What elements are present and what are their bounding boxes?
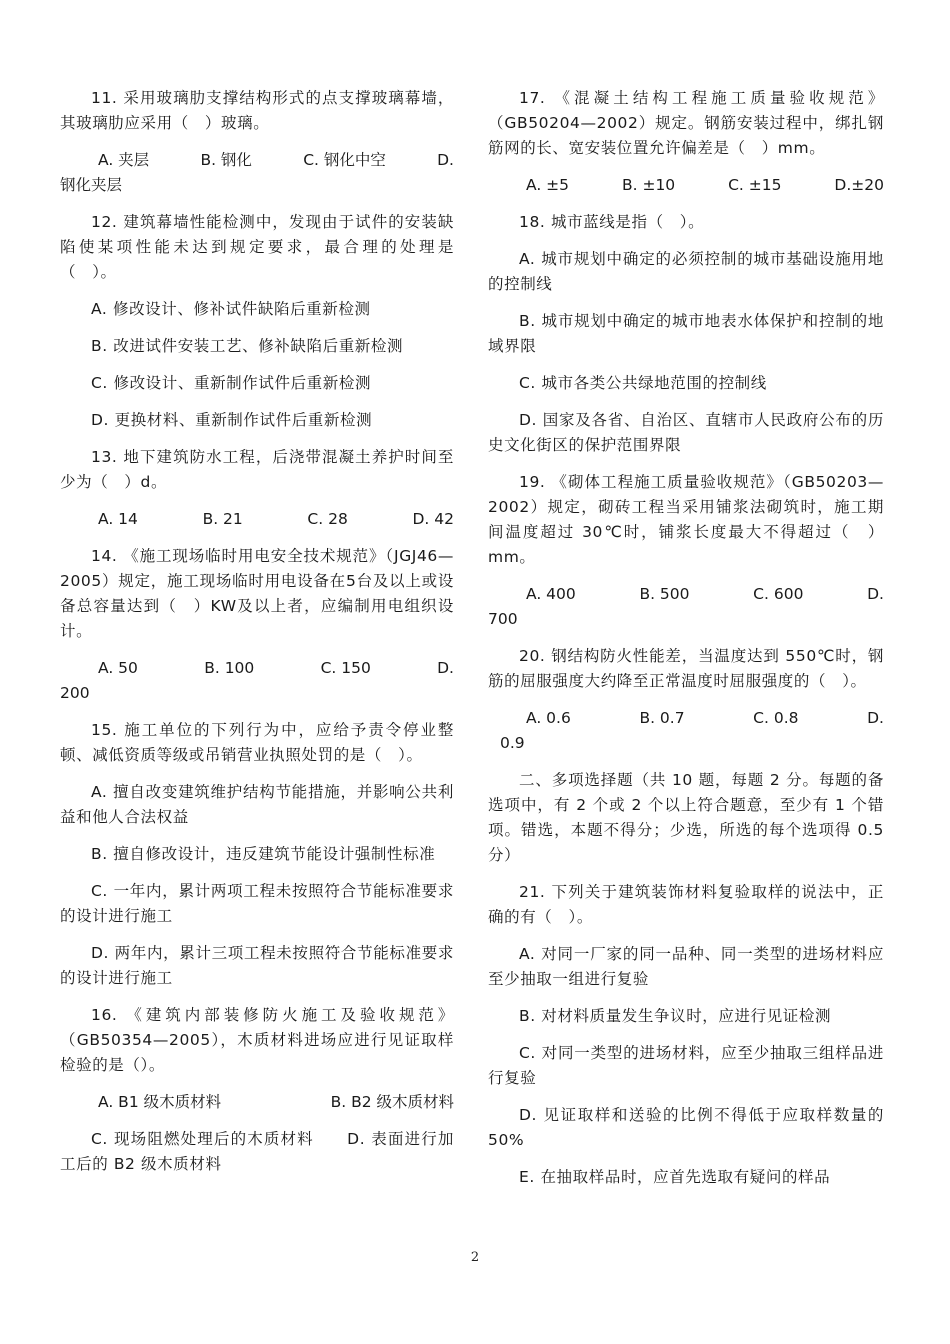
option-c: C. 0.8 (753, 709, 799, 727)
question-18-option-b: B. 城市规划中确定的城市地表水体保护和控制的地域界限 (488, 312, 884, 355)
question-11-options (60, 148, 454, 173)
option-d: D. (437, 659, 454, 677)
option-d: D. (867, 585, 884, 603)
option-d: D. (867, 709, 884, 727)
question-18-option-d: D. 国家及各省、自治区、直辖市人民政府公布的历史文化街区的保护范围界限 (488, 411, 884, 454)
question-20-options-wrap (488, 731, 884, 756)
question-15-option-a: A. 擅自改变建筑维护结构节能措施，并影响公共利益和他人合法权益 (60, 783, 454, 826)
question-20-options (488, 706, 884, 731)
question-11-stem: 11. 采用玻璃肋支撑结构形式的点支撑玻璃幕墙，其玻璃肋应采用（ ）玻璃。 (60, 89, 454, 132)
question-21-option-b: B. 对材料质量发生争议时，应进行见证检测 (519, 1007, 832, 1025)
option-b: B. 500 (639, 585, 690, 603)
right-column (488, 86, 884, 1202)
question-21-option-a: A. 对同一厂家的同一品种、同一类型的进场材料应至少抽取一组进行复验 (488, 945, 884, 988)
option-b: B. 钢化 (200, 151, 252, 169)
question-18-stem: 18. 城市蓝线是指（ ）。 (519, 213, 705, 231)
option-c: C. ±15 (728, 176, 782, 194)
option-b: B. 21 (202, 510, 243, 528)
question-16-stem: 16. 《建筑内部装修防火施工及验收规范》（GB50354—2005），木质材料进场应进行见证取样检验的是（）。 (60, 1006, 454, 1074)
option-d-value: 0.9 (500, 734, 525, 752)
question-19-stem: 19. 《砌体工程施工质量验收规范》（GB50203—2002）规定，砌砖工程当采用铺浆法砌筑时，施工期间温度超过 30℃时，铺浆长度最大不得超过（ ）mm。 (488, 473, 884, 566)
question-19-options (488, 582, 884, 607)
option-a: A. 50 (98, 659, 138, 677)
question-21-option-e: E. 在抽取样品时，应首先选取有疑问的样品 (519, 1168, 831, 1186)
option-d-value: 700 (488, 610, 518, 628)
option-c: C. 钢化中空 (303, 151, 386, 169)
section-heading-multiple-choice: 二、多项选择题（共 10 题，每题 2 分。每题的备选项中，有 2 个或 2 个以上符合题意，至少有 1 个错项。错选，本题不得分；少选，所选的每个选项得 0.5 分） (488, 771, 884, 864)
question-16-options-cd (60, 1127, 454, 1177)
question-18-option-a: A. 城市规划中确定的必须控制的城市基础设施用地的控制线 (488, 250, 884, 293)
option-d: D. 42 (412, 510, 454, 528)
option-a: A. 14 (98, 510, 138, 528)
question-12-option-a: A. 修改设计、修补试件缺陷后重新检测 (91, 300, 371, 318)
question-12-option-c: C. 修改设计、重新制作试件后重新检测 (91, 374, 372, 392)
question-12-option-d: D. 更换材料、重新制作试件后重新检测 (91, 411, 373, 429)
question-11-options-wrap (60, 173, 454, 198)
question-20-stem: 20. 钢结构防火性能差，当温度达到 550℃时，钢筋的屈服强度大约降至正常温度时屈服强度的（ ）。 (488, 647, 884, 690)
question-21-option-c: C. 对同一类型的进场材料，应至少抽取三组样品进行复验 (488, 1044, 885, 1087)
question-17-stem: 17. 《混凝土结构工程施工质量验收规范》（GB50204—2002）规定。钢筋安装过程中，绑扎钢筋网的长、宽安装位置允许偏差是（ ）mm。 (488, 89, 884, 157)
option-d: D.±20 (834, 176, 884, 194)
question-15-option-c: C. 一年内，累计两项工程未按照符合节能标准要求的设计进行施工 (60, 882, 454, 925)
question-14-options (60, 656, 454, 681)
option-c: C. 600 (753, 585, 804, 603)
question-13-stem: 13. 地下建筑防水工程，后浇带混凝土养护时间至少为（ ）d。 (60, 448, 454, 491)
question-15-stem: 15. 施工单位的下列行为中，应给予责令停业整顿、减低资质等级或吊销营业执照处罚的是（ ）。 (60, 721, 454, 764)
question-15-option-d: D. 两年内，累计三项工程未按照符合节能标准要求的设计进行施工 (60, 944, 454, 987)
option-c: C. 28 (307, 510, 348, 528)
option-a: A. B1 级木质材料 (98, 1093, 222, 1111)
option-a: A. 夹层 (98, 151, 150, 169)
question-21-option-d: D. 见证取样和送验的比例不得低于应取样数量的 50% (488, 1106, 884, 1149)
option-c: C. 现场阻燃处理后的木质材料 (91, 1130, 314, 1148)
option-b: B. 100 (204, 659, 255, 677)
question-15-option-b: B. 擅自修改设计，违反建筑节能设计强制性标准 (91, 845, 436, 863)
option-a: A. 0.6 (526, 709, 571, 727)
question-13-options (60, 507, 454, 532)
option-a: A. 400 (526, 585, 576, 603)
question-21-stem: 21. 下列关于建筑装饰材料复验取样的说法中，正确的有（ ）。 (488, 883, 884, 926)
option-d: D. 表面进行加工后的 B2 级木质材料 (60, 1130, 454, 1173)
option-d-value: 钢化夹层 (60, 176, 123, 194)
question-12-option-b: B. 改进试件安装工艺、修补缺陷后重新检测 (91, 337, 404, 355)
question-17-options (488, 173, 884, 198)
question-16-options-ab (60, 1090, 454, 1115)
question-14-options-wrap (60, 681, 454, 706)
question-19-options-wrap (488, 607, 884, 632)
question-14-stem: 14. 《施工现场临时用电安全技术规范》（JGJ46—2005）规定，施工现场临时用电设备在5台及以上或设备总容量达到（ ）KW及以上者，应编制用电组织设计。 (60, 547, 454, 640)
question-18-option-c: C. 城市各类公共绿地范围的控制线 (519, 374, 767, 392)
option-b: B. ±10 (621, 176, 676, 194)
page-number: 2 (470, 1250, 480, 1265)
question-12-stem: 12. 建筑幕墙性能检测中，发现由于试件的安装缺陷使某项性能未达到规定要求，最合理的处理是（ ）。 (60, 213, 454, 281)
option-b: B. B2 级木质材料 (330, 1093, 454, 1111)
option-c: C. 150 (320, 659, 371, 677)
option-b: B. 0.7 (639, 709, 685, 727)
option-d-value: 200 (60, 684, 90, 702)
left-column (60, 86, 454, 1189)
option-a: A. ±5 (526, 176, 570, 194)
option-d: D. (437, 151, 454, 169)
